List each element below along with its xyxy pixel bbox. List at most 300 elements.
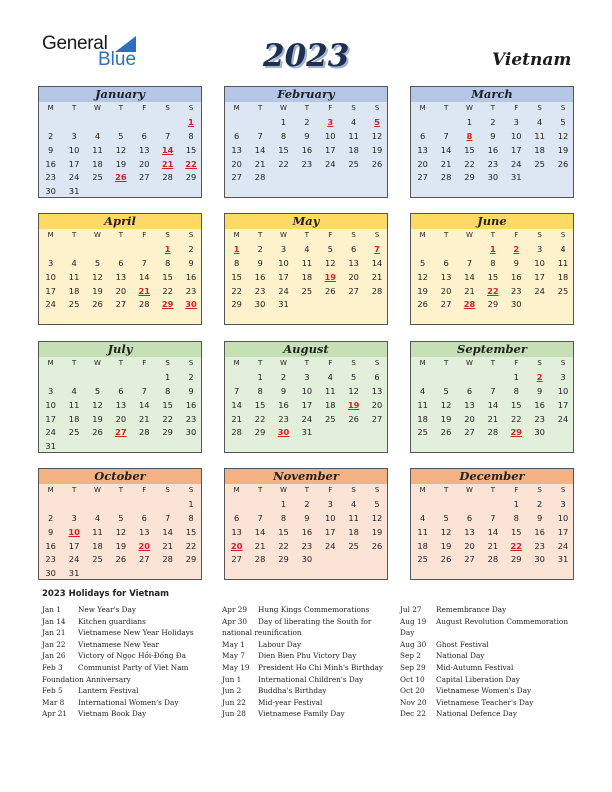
calendar-day: 12: [371, 512, 383, 523]
holiday-name: Vietnamese New Year Holidays: [78, 628, 194, 638]
calendar-day: 7: [165, 512, 171, 523]
holiday-entry: [222, 650, 397, 662]
calendar-day: 12: [557, 130, 569, 141]
calendar-day: 12: [440, 526, 452, 537]
empty-cell: [225, 116, 248, 130]
calendar-day: 27: [417, 172, 428, 183]
calendar-day: 17: [68, 540, 80, 551]
weekday-header: T: [490, 231, 495, 239]
month-days-grid: [39, 102, 201, 199]
calendar-day: 18: [534, 144, 545, 155]
weekday-header: W: [94, 486, 101, 494]
calendar-day: 10: [324, 512, 336, 523]
calendar-day: 9: [537, 385, 543, 396]
calendar-year: 2023: [263, 38, 350, 74]
calendar-day: 6: [118, 385, 124, 396]
calendar-day: 16: [278, 399, 289, 410]
calendar-day: 3: [280, 243, 287, 254]
weekday-header: W: [466, 486, 473, 494]
holiday-name: Ghost Festival: [436, 639, 489, 649]
holiday-date: 2: [536, 371, 543, 382]
holiday-entry: [222, 662, 397, 674]
weekday-header: T: [443, 231, 449, 239]
calendar-day: 30: [534, 427, 545, 438]
calendar-day: 17: [510, 144, 522, 155]
holiday-entry: [400, 616, 575, 639]
calendar-day: 28: [254, 554, 266, 565]
empty-cell: [434, 243, 457, 257]
holiday-date: 20: [138, 540, 151, 551]
holiday-date-label: Jan 22: [42, 639, 66, 649]
calendar-day: 11: [68, 399, 80, 410]
weekday-header: S: [560, 486, 566, 494]
calendar-day: 5: [443, 385, 449, 396]
calendar-day: 6: [374, 371, 380, 382]
month-december: [410, 468, 574, 580]
empty-cell: [62, 498, 85, 512]
empty-cell: [458, 371, 481, 385]
weekday-header: S: [165, 359, 170, 367]
holiday-name: International Children's Day: [258, 674, 364, 684]
calendar-day: 25: [68, 299, 80, 310]
calendar-day: 18: [557, 271, 569, 282]
calendar-day: 16: [534, 526, 545, 537]
calendar-day: 4: [351, 498, 357, 509]
calendar-day: 27: [371, 413, 383, 424]
weekday-header: W: [280, 231, 287, 239]
calendar-day: 26: [557, 158, 569, 169]
calendar-day: 17: [301, 399, 313, 410]
empty-cell: [62, 116, 85, 130]
holiday-name: August Revolution Commemoration Day: [400, 616, 569, 638]
empty-cell: [411, 498, 434, 512]
calendar-day: 21: [231, 413, 242, 424]
calendar-day: 11: [348, 130, 359, 141]
calendar-day: 12: [348, 385, 359, 396]
calendar-day: 18: [417, 413, 428, 424]
calendar-day: 10: [534, 257, 545, 268]
country-name: Vietnam: [492, 50, 572, 70]
calendar-day: 15: [487, 271, 499, 282]
calendar-day: 5: [420, 257, 426, 268]
holiday-entry: [42, 627, 217, 639]
calendar-day: 4: [71, 385, 77, 396]
calendar-day: 23: [185, 285, 197, 296]
calendar-day: 19: [92, 413, 103, 424]
holiday-name: Mid-year Festival: [258, 697, 323, 707]
calendar-day: 24: [324, 540, 336, 551]
weekday-header: S: [351, 231, 356, 239]
calendar-day: 2: [280, 371, 287, 382]
holiday-date-label: May 1: [222, 639, 245, 649]
calendar-day: 2: [537, 498, 543, 509]
calendar-day: 1: [513, 498, 519, 509]
calendar-day: 29: [464, 172, 475, 183]
calendar-day: 9: [280, 385, 287, 396]
holiday-entry: [400, 674, 575, 686]
weekday-header: M: [419, 231, 426, 239]
calendar-day: 24: [278, 285, 289, 296]
calendar-day: 14: [254, 144, 266, 155]
calendar-day: 13: [464, 399, 475, 410]
empty-cell: [156, 498, 179, 512]
calendar-day: 1: [513, 371, 519, 382]
calendar-day: 11: [301, 257, 313, 268]
month-november: [224, 468, 388, 580]
weekday-header: W: [466, 231, 473, 239]
calendar-day: 16: [510, 271, 522, 282]
calendar-day: 31: [68, 186, 80, 197]
holiday-date-label: Oct 20: [400, 686, 425, 696]
calendar-day: 22: [254, 413, 266, 424]
calendar-day: 24: [510, 158, 522, 169]
holiday-entry: [42, 604, 217, 616]
calendar-day: 24: [557, 540, 569, 551]
calendar-day: 17: [45, 285, 56, 296]
calendar-day: 9: [188, 257, 194, 268]
month-title: July: [39, 342, 201, 357]
calendar-day: 24: [557, 413, 569, 424]
calendar-day: 30: [534, 554, 545, 565]
weekday-header: T: [490, 104, 495, 112]
holiday-date-label: Mar 8: [42, 697, 65, 707]
calendar-day: 18: [301, 271, 313, 282]
weekday-header: S: [374, 486, 380, 494]
weekday-header: M: [233, 231, 240, 239]
holiday-date: 19: [324, 271, 337, 282]
calendar-day: 17: [68, 158, 80, 169]
calendar-day: 4: [560, 243, 566, 254]
calendar-day: 20: [417, 158, 428, 169]
calendar-day: 4: [420, 512, 426, 523]
weekday-header: M: [47, 359, 54, 367]
calendar-day: 21: [371, 271, 383, 282]
calendar-day: 3: [560, 498, 566, 509]
holiday-date: 20: [230, 540, 243, 551]
empty-cell: [156, 116, 179, 130]
calendar-day: 14: [371, 257, 383, 268]
month-days-grid: [411, 357, 573, 440]
calendar-day: 21: [162, 540, 173, 551]
calendar-day: 17: [557, 399, 569, 410]
holiday-date: 2: [513, 243, 520, 254]
calendar-day: 22: [278, 158, 289, 169]
calendar-day: 1: [280, 116, 287, 127]
calendar-day: 11: [417, 399, 428, 410]
holiday-entry: [222, 708, 397, 720]
calendar-day: 18: [348, 144, 359, 155]
calendar-day: 20: [115, 285, 127, 296]
weekday-header: T: [257, 486, 263, 494]
holiday-date: 1: [164, 243, 171, 254]
holiday-date-label: Dec 22: [400, 709, 426, 719]
calendar-day: 8: [234, 257, 240, 268]
weekday-header: T: [304, 231, 309, 239]
month-august: [224, 341, 388, 453]
holiday-name: Vietnamese Family Day: [258, 709, 345, 719]
holiday-name: Buddha's Birthday: [258, 686, 327, 696]
calendar-day: 16: [185, 271, 197, 282]
calendar-day: 5: [374, 498, 380, 509]
weekday-header: M: [47, 231, 54, 239]
calendar-day: 6: [466, 385, 473, 396]
calendar-day: 3: [513, 116, 519, 127]
weekday-header: W: [94, 359, 101, 367]
calendar-day: 24: [68, 554, 80, 565]
calendar-day: 14: [138, 399, 150, 410]
weekday-header: T: [443, 486, 449, 494]
holiday-entry: [42, 639, 217, 651]
calendar-day: 17: [324, 144, 336, 155]
weekday-header: S: [351, 104, 356, 112]
calendar-day: 5: [118, 130, 124, 141]
weekday-header: S: [537, 104, 542, 112]
holiday-date-label: Jun 22: [222, 697, 246, 707]
calendar-day: 6: [118, 257, 124, 268]
calendar-day: 16: [487, 144, 499, 155]
calendar-day: 16: [301, 144, 313, 155]
calendar-day: 16: [45, 158, 56, 169]
calendar-day: 18: [92, 540, 103, 551]
empty-cell: [411, 116, 434, 130]
calendar-day: 23: [301, 158, 313, 169]
weekday-header: W: [280, 486, 287, 494]
page-header: [0, 0, 612, 82]
calendar-day: 6: [466, 512, 473, 523]
holiday-date: 29: [510, 427, 523, 438]
calendar-day: 28: [231, 427, 242, 438]
calendar-day: 12: [440, 399, 452, 410]
calendar-day: 20: [138, 158, 150, 169]
calendar-day: 9: [304, 130, 310, 141]
calendar-day: 20: [464, 413, 475, 424]
holiday-name: Communist Party of Viet Nam Foundation Anniversary: [42, 662, 189, 684]
weekday-header: T: [257, 104, 263, 112]
holiday-date-label: May 19: [222, 662, 250, 672]
calendar-day: 17: [278, 271, 289, 282]
calendar-day: 16: [254, 271, 266, 282]
calendar-day: 9: [490, 130, 496, 141]
weekday-header: F: [514, 104, 519, 112]
calendar-day: 18: [92, 158, 103, 169]
month-title: August: [225, 342, 387, 357]
calendar-day: 3: [48, 385, 54, 396]
holiday-date: 8: [466, 130, 473, 141]
holiday-name: Capital Liberation Day: [436, 674, 520, 684]
calendar-day: 30: [487, 172, 499, 183]
empty-cell: [39, 498, 62, 512]
holiday-name: National Day: [436, 651, 485, 661]
calendar-day: 28: [487, 554, 499, 565]
calendar-day: 5: [94, 385, 101, 396]
calendar-day: 11: [324, 385, 336, 396]
empty-cell: [39, 371, 62, 385]
weekday-header: W: [94, 104, 101, 112]
calendar-day: 18: [324, 399, 336, 410]
calendar-day: 14: [464, 271, 475, 282]
holiday-date-label: Feb 3: [42, 662, 63, 672]
holiday-date: 29: [161, 299, 174, 310]
holiday-date: 1: [233, 243, 240, 254]
holiday-date: 14: [161, 144, 174, 155]
calendar-day: 19: [371, 144, 383, 155]
empty-cell: [86, 116, 109, 130]
empty-cell: [133, 243, 156, 257]
empty-cell: [434, 116, 457, 130]
weekday-header: S: [537, 231, 542, 239]
calendar-day: 2: [304, 498, 310, 509]
calendar-day: 27: [138, 554, 150, 565]
weekday-header: T: [443, 104, 449, 112]
calendar-day: 29: [185, 172, 197, 183]
holiday-entry: [400, 662, 575, 674]
calendar-day: 20: [464, 540, 475, 551]
holiday-entry: [222, 697, 397, 709]
weekday-header: T: [71, 104, 77, 112]
holiday-date-label: Jun 28: [222, 709, 246, 719]
calendar-day: 6: [351, 243, 357, 254]
calendar-day: 25: [348, 158, 359, 169]
calendar-day: 30: [45, 568, 56, 579]
weekday-header: F: [142, 359, 147, 367]
calendar-day: 2: [48, 130, 54, 141]
calendar-day: 6: [141, 512, 147, 523]
weekday-header: S: [560, 104, 566, 112]
empty-cell: [39, 243, 62, 257]
calendar-day: 1: [280, 498, 287, 509]
month-title: May: [225, 214, 387, 229]
month-april: [38, 213, 202, 325]
calendar-day: 15: [162, 271, 173, 282]
calendar-day: 2: [257, 243, 263, 254]
holiday-date: 21: [161, 158, 174, 169]
weekday-header: M: [47, 486, 54, 494]
holiday-name: Dien Bien Phu Victory Day: [258, 651, 357, 661]
calendar-day: 11: [557, 257, 569, 268]
calendar-day: 27: [231, 554, 242, 565]
calendar-day: 5: [351, 371, 357, 382]
weekday-header: T: [71, 486, 77, 494]
calendar-day: 24: [534, 285, 545, 296]
calendar-day: 19: [440, 540, 452, 551]
calendar-day: 27: [138, 172, 150, 183]
holiday-date: 10: [68, 526, 80, 537]
calendar-day: 11: [348, 512, 359, 523]
calendar-day: 22: [278, 540, 289, 551]
holiday-entry: [222, 685, 397, 697]
calendar-day: 28: [371, 285, 383, 296]
calendar-day: 25: [301, 285, 313, 296]
calendar-day: 22: [162, 285, 173, 296]
month-february: [224, 86, 388, 198]
calendar-day: 2: [304, 116, 310, 127]
holiday-name: National Defence Day: [436, 709, 518, 719]
holiday-date-label: Jan 21: [42, 628, 66, 638]
calendar-day: 7: [257, 512, 263, 523]
weekday-header: F: [514, 486, 519, 494]
calendar-day: 26: [440, 427, 452, 438]
calendar-day: 22: [231, 285, 242, 296]
calendar-day: 23: [301, 540, 313, 551]
calendar-day: 15: [254, 399, 266, 410]
calendar-day: 11: [534, 130, 545, 141]
holiday-date: 30: [185, 299, 197, 310]
holiday-column-1: [42, 604, 217, 720]
calendar-day: 4: [327, 371, 333, 382]
weekday-header: S: [351, 486, 356, 494]
calendar-day: 11: [92, 526, 103, 537]
calendar-day: 28: [254, 172, 266, 183]
calendar-day: 20: [440, 285, 452, 296]
month-title: December: [411, 469, 573, 484]
calendar-day: 21: [464, 285, 475, 296]
weekday-header: F: [142, 486, 147, 494]
empty-cell: [248, 116, 271, 130]
calendar-day: 5: [94, 257, 101, 268]
calendar-day: 8: [257, 385, 263, 396]
calendar-day: 27: [440, 299, 452, 310]
holiday-date: 22: [185, 158, 197, 169]
weekday-header: F: [514, 231, 519, 239]
calendar-day: 21: [487, 540, 499, 551]
holiday-name: Vietnam Book Day: [78, 709, 147, 719]
holiday-entry: [42, 662, 217, 685]
weekday-header: T: [257, 231, 263, 239]
calendar-day: 26: [417, 299, 428, 310]
calendar-day: 14: [138, 271, 150, 282]
calendar-day: 12: [115, 144, 127, 155]
calendar-day: 26: [115, 554, 127, 565]
holiday-name: Hung Kings Commemorations: [258, 605, 370, 614]
calendar-day: 7: [443, 130, 449, 141]
calendar-day: 25: [324, 413, 336, 424]
holiday-entry: [222, 616, 397, 639]
calendar-day: 7: [141, 257, 147, 268]
holiday-name: Mid-Autumn Festival: [436, 662, 514, 672]
calendar-day: 7: [234, 385, 240, 396]
weekday-header: T: [71, 231, 77, 239]
holiday-column-2: [222, 604, 397, 720]
calendar-day: 2: [188, 243, 194, 254]
calendar-day: 6: [420, 130, 426, 141]
empty-cell: [109, 243, 132, 257]
weekday-header: S: [537, 486, 542, 494]
calendar-day: 25: [557, 285, 569, 296]
empty-cell: [133, 116, 156, 130]
calendar-day: 22: [185, 540, 197, 551]
calendar-day: 7: [490, 385, 496, 396]
calendar-day: 31: [278, 299, 289, 310]
calendar-day: 8: [513, 512, 519, 523]
weekday-header: S: [188, 104, 194, 112]
calendar-day: 8: [188, 130, 194, 141]
holiday-entry: [400, 650, 575, 662]
month-days-grid: [411, 102, 573, 185]
weekday-header: W: [280, 359, 287, 367]
calendar-day: 29: [162, 427, 173, 438]
calendar-day: 12: [417, 271, 428, 282]
calendar-day: 25: [348, 540, 359, 551]
calendar-day: 10: [324, 130, 336, 141]
holiday-list: [42, 589, 582, 719]
calendar-day: 13: [464, 526, 475, 537]
calendar-day: 4: [304, 243, 310, 254]
holiday-name: New Year's Day: [78, 605, 137, 614]
weekday-header: S: [560, 359, 566, 367]
calendar-day: 30: [185, 427, 197, 438]
calendar-day: 31: [301, 427, 313, 438]
calendar-day: 29: [510, 554, 522, 565]
